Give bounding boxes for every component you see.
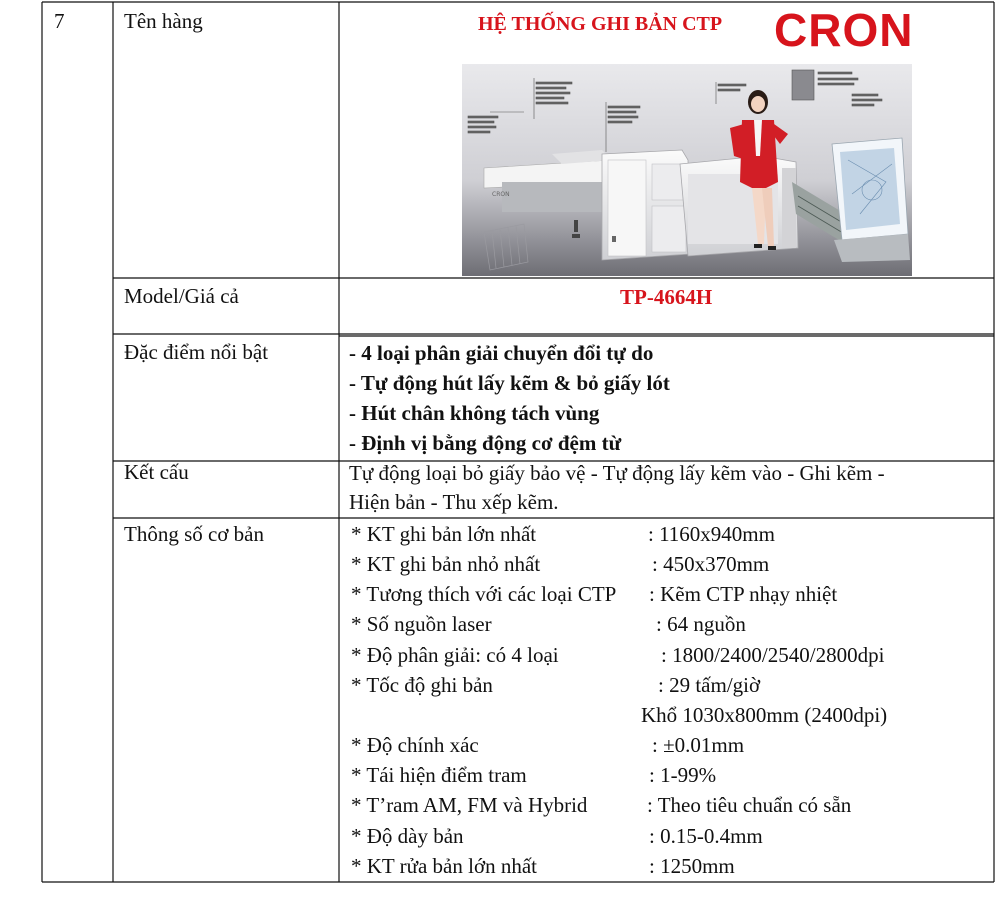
feature-item: - Định vị bằng động cơ đệm từ bbox=[349, 431, 622, 455]
spec-label: * KT ghi bản lớn nhất bbox=[351, 522, 537, 546]
cron-logo bbox=[774, 6, 916, 50]
spec-label: * Tương thích với các loại CTP bbox=[351, 582, 617, 606]
spec-label: * Độ dày bản bbox=[351, 824, 464, 848]
spec-label: * KT ghi bản nhỏ nhất bbox=[351, 552, 541, 576]
spec-value: : 1800/2400/2540/2800dpi bbox=[661, 643, 885, 667]
feature-item: - 4 loại phân giải chuyển đổi tự do bbox=[349, 341, 654, 365]
row-number: 7 bbox=[54, 9, 65, 33]
feature-item: - Hút chân không tách vùng bbox=[349, 401, 600, 425]
product-photo bbox=[462, 64, 912, 276]
label-structure: Kết cấu bbox=[124, 460, 189, 484]
structure-line-2: Hiện bản - Thu xếp kẽm. bbox=[349, 490, 559, 514]
spec-value: : 64 nguồn bbox=[656, 612, 746, 636]
spec-value: : 1160x940mm bbox=[648, 522, 775, 546]
spec-value: Khổ 1030x800mm (2400dpi) bbox=[641, 703, 888, 727]
spec-label: * Tái hiện điểm tram bbox=[351, 763, 527, 787]
cron-logo-text: CRON bbox=[774, 6, 914, 50]
spec-value: : ±0.01mm bbox=[652, 733, 745, 757]
spec-label: * Độ phân giải: có 4 loại bbox=[351, 643, 559, 667]
label-model-price: Model/Giá cả bbox=[124, 284, 239, 308]
spec-label: * T’ram AM, FM và Hybrid bbox=[351, 793, 588, 817]
label-product: Tên hàng bbox=[124, 9, 203, 33]
label-specs: Thông số cơ bản bbox=[124, 522, 264, 546]
product-title: HỆ THỐNG GHI BẢN CTP bbox=[478, 13, 723, 35]
photo-brand-text: CRON bbox=[492, 191, 510, 198]
spec-value: : 1250mm bbox=[649, 854, 735, 878]
spec-label: * Tốc độ ghi bản bbox=[351, 673, 493, 697]
spec-label: * KT rửa bản lớn nhất bbox=[351, 854, 537, 878]
structure-line-1: Tự động loại bỏ giấy bảo vệ - Tự động lấy kẽm vào - Ghi kẽm - bbox=[349, 461, 885, 485]
spec-value: : Kẽm CTP nhạy nhiệt bbox=[649, 582, 838, 606]
model-value: TP-4664H bbox=[620, 285, 713, 309]
spec-label: * Độ chính xác bbox=[351, 733, 479, 757]
spec-value: : 1-99% bbox=[649, 763, 717, 787]
spec-label: * Số nguồn laser bbox=[351, 612, 492, 636]
feature-item: - Tự động hút lấy kẽm & bỏ giấy lót bbox=[349, 371, 670, 395]
spec-value: : 29 tấm/giờ bbox=[658, 673, 761, 697]
spec-value: : 450x370mm bbox=[652, 552, 770, 576]
label-features: Đặc điểm nổi bật bbox=[124, 340, 269, 364]
spec-value: : Theo tiêu chuẩn có sẵn bbox=[647, 793, 852, 817]
spec-value: : 0.15-0.4mm bbox=[649, 824, 763, 848]
